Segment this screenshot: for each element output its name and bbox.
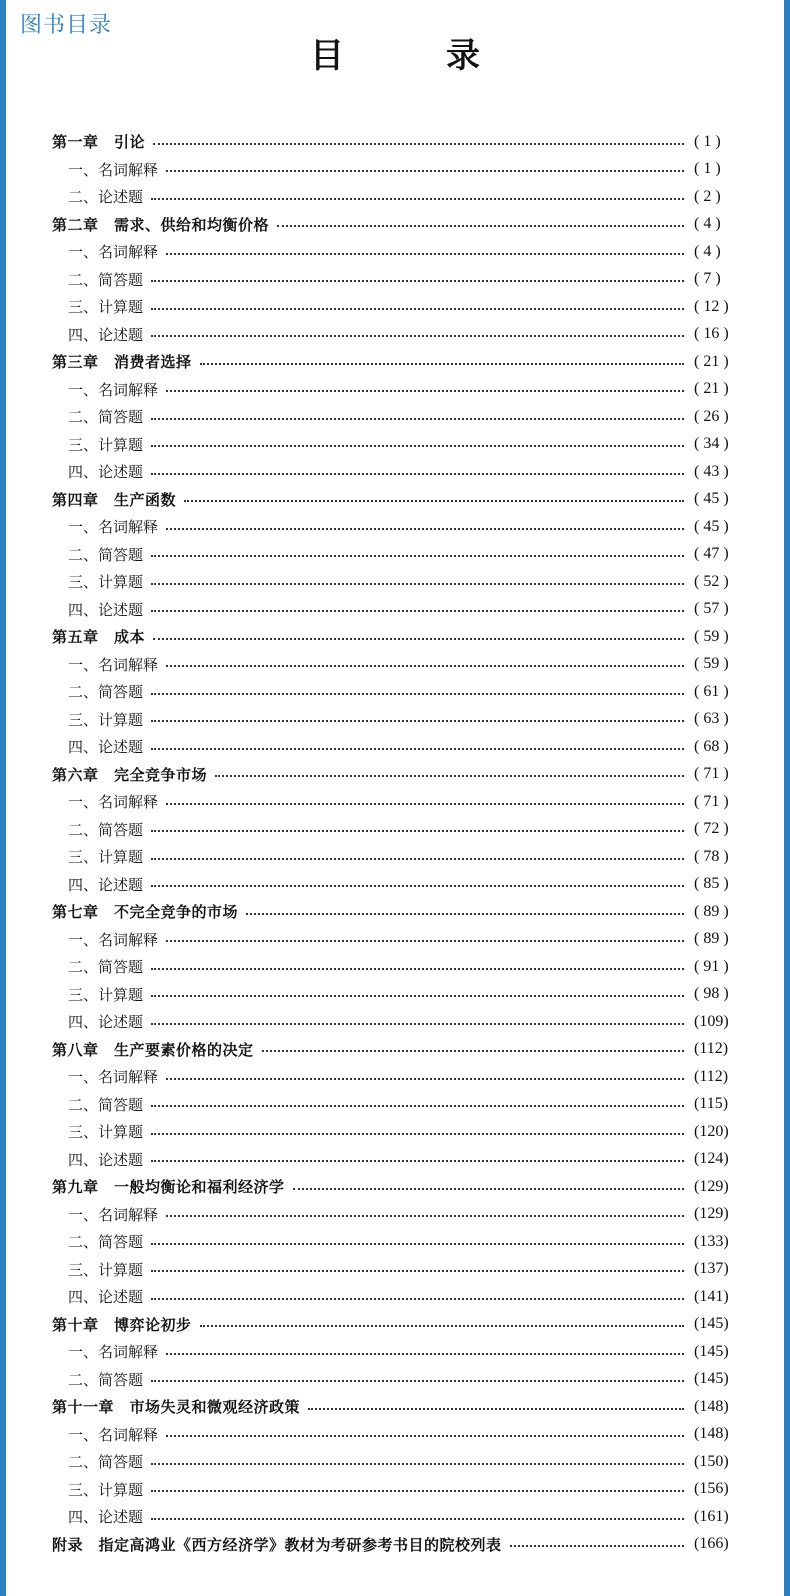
dot-leader xyxy=(151,748,684,750)
dot-leader xyxy=(166,253,684,255)
toc-entry-title: 一、名词解释 xyxy=(68,1068,159,1087)
toc-section-row[interactable] xyxy=(52,678,742,706)
section-tag: 图书目录 xyxy=(20,13,113,38)
toc-page-number: ( 89 ) xyxy=(694,930,729,948)
dot-leader xyxy=(151,693,684,695)
dot-leader xyxy=(262,1050,684,1052)
dot-leader xyxy=(246,913,684,915)
toc-entry-title: 第六章 完全竞争市场 xyxy=(52,765,208,784)
toc-entry-title: 二、简答题 xyxy=(68,1453,144,1472)
toc-page-number: (129) xyxy=(694,1205,729,1223)
dot-leader xyxy=(151,610,684,612)
dot-leader xyxy=(151,858,684,860)
dot-leader xyxy=(151,445,684,447)
toc-chapter-row[interactable] xyxy=(52,1393,742,1421)
toc-section-row[interactable] xyxy=(52,293,742,321)
toc-entry-title: 三、计算题 xyxy=(68,710,144,729)
toc-section-row[interactable] xyxy=(52,1228,742,1256)
toc-section-row[interactable] xyxy=(52,1063,742,1091)
toc-section-row[interactable] xyxy=(52,458,742,486)
toc-page-number: (129) xyxy=(694,1177,729,1195)
toc-page-number: ( 61 ) xyxy=(694,682,729,700)
toc-entry-title: 第五章 成本 xyxy=(52,628,146,647)
toc-page-number: (112) xyxy=(694,1040,729,1058)
toc-entry-title: 四、论述题 xyxy=(68,1013,144,1032)
dot-leader xyxy=(153,638,684,640)
toc-chapter-row[interactable] xyxy=(52,1036,742,1064)
dot-leader xyxy=(151,968,684,970)
dot-leader xyxy=(151,583,684,585)
dot-leader xyxy=(166,1353,684,1355)
toc-page-number: (141) xyxy=(694,1287,729,1305)
toc-section-row[interactable] xyxy=(52,1283,742,1311)
toc-entry-title: 二、简答题 xyxy=(68,1370,144,1389)
toc-page-number: (112) xyxy=(694,1067,729,1085)
dot-leader xyxy=(166,1078,684,1080)
toc-section-row[interactable] xyxy=(52,706,742,734)
toc-page-number: ( 98 ) xyxy=(694,985,729,1003)
dot-leader xyxy=(166,940,684,942)
dot-leader xyxy=(166,170,684,172)
toc-section-row[interactable] xyxy=(52,953,742,981)
toc-page-number: ( 57 ) xyxy=(694,600,729,618)
toc-page-number: (145) xyxy=(694,1370,729,1388)
toc-section-row[interactable] xyxy=(52,1008,742,1036)
toc-section-row[interactable] xyxy=(52,403,742,431)
toc-entry-title: 第四章 生产函数 xyxy=(52,490,177,509)
toc-page-number: (137) xyxy=(694,1260,729,1278)
toc-entry-title: 二、论述题 xyxy=(68,188,144,207)
toc-page-number: (109) xyxy=(694,1012,729,1030)
toc-section-row[interactable] xyxy=(52,568,742,596)
dot-leader xyxy=(293,1188,684,1190)
toc-section-row[interactable] xyxy=(52,1448,742,1476)
toc-page-number: ( 47 ) xyxy=(694,545,729,563)
toc-entry-title: 三、计算题 xyxy=(68,1123,144,1142)
toc-chapter-row[interactable] xyxy=(52,761,742,789)
toc-page-number: (124) xyxy=(694,1150,729,1168)
toc-entry-title: 三、计算题 xyxy=(68,573,144,592)
toc-page-number: (161) xyxy=(694,1507,729,1525)
dot-leader xyxy=(151,280,684,282)
dot-leader xyxy=(184,500,684,502)
toc-entry-title: 三、计算题 xyxy=(68,1480,144,1499)
dot-leader xyxy=(166,528,684,530)
toc-section-row[interactable] xyxy=(52,651,742,679)
toc-section-row[interactable] xyxy=(52,1256,742,1284)
dot-leader xyxy=(153,143,684,145)
dot-leader xyxy=(151,995,684,997)
toc-section-row[interactable] xyxy=(52,871,742,899)
toc-section-row[interactable] xyxy=(52,183,742,211)
toc-chapter-row[interactable] xyxy=(52,348,742,376)
dot-leader xyxy=(151,1023,684,1025)
toc-page-number: (120) xyxy=(694,1122,729,1140)
toc-chapter-row[interactable] xyxy=(52,486,742,514)
toc-page-number: ( 21 ) xyxy=(694,380,729,398)
toc-section-row[interactable] xyxy=(52,1421,742,1449)
dot-leader xyxy=(151,198,684,200)
toc-section-row[interactable] xyxy=(52,1091,742,1119)
toc-entry-title: 三、计算题 xyxy=(68,848,144,867)
toc-page-number: ( 4 ) xyxy=(694,242,721,260)
dot-leader xyxy=(151,1270,684,1272)
toc-page-number: ( 21 ) xyxy=(694,352,729,370)
toc-page-number: (148) xyxy=(694,1397,729,1415)
toc-entry-title: 一、名词解释 xyxy=(68,518,159,537)
toc-page-number: ( 91 ) xyxy=(694,957,729,975)
toc-section-row[interactable] xyxy=(52,843,742,871)
toc-section-row[interactable] xyxy=(52,981,742,1009)
toc-page-number: ( 1 ) xyxy=(694,160,721,178)
toc-page-number: ( 85 ) xyxy=(694,875,729,893)
toc-entry-title: 第十一章 市场失灵和微观经济政策 xyxy=(52,1398,301,1417)
toc-entry-title: 一、名词解释 xyxy=(68,655,159,674)
dot-leader xyxy=(151,1490,684,1492)
toc-section-row[interactable] xyxy=(52,156,742,184)
dot-leader xyxy=(151,1133,684,1135)
toc-page-number: (145) xyxy=(694,1315,729,1333)
toc-entry-title: 三、计算题 xyxy=(68,985,144,1004)
toc-entry-title: 第二章 需求、供给和均衡价格 xyxy=(52,215,270,234)
dot-leader xyxy=(200,1325,684,1327)
toc-entry-title: 第十章 博弈论初步 xyxy=(52,1315,192,1334)
toc-page-number: ( 45 ) xyxy=(694,490,729,508)
toc-page-number: ( 68 ) xyxy=(694,737,729,755)
toc-page-number: ( 52 ) xyxy=(694,572,729,590)
toc-section-row[interactable] xyxy=(52,376,742,404)
toc-section-row[interactable] xyxy=(52,1118,742,1146)
toc-chapter-row[interactable] xyxy=(52,623,742,651)
toc-entry-title: 二、简答题 xyxy=(68,820,144,839)
dot-leader xyxy=(151,885,684,887)
toc-entry-title: 四、论述题 xyxy=(68,1508,144,1527)
toc-entry-title: 四、论述题 xyxy=(68,738,144,757)
toc-page-number: ( 2 ) xyxy=(694,187,721,205)
toc-chapter-row[interactable] xyxy=(52,211,742,239)
toc-entry-title: 二、简答题 xyxy=(68,1233,144,1252)
dot-leader xyxy=(166,1215,684,1217)
toc-page-number: ( 71 ) xyxy=(694,792,729,810)
toc-section-row[interactable] xyxy=(52,238,742,266)
dot-leader xyxy=(151,418,684,420)
toc-page-number: ( 59 ) xyxy=(694,655,729,673)
toc-section-row[interactable] xyxy=(52,1476,742,1504)
toc-entry-title: 二、简答题 xyxy=(68,270,144,289)
toc-section-row[interactable] xyxy=(52,266,742,294)
toc-page-number: ( 71 ) xyxy=(694,765,729,783)
toc-entry-title: 二、简答题 xyxy=(68,545,144,564)
toc-entry-title: 第八章 生产要素价格的决定 xyxy=(52,1040,254,1059)
toc-entry-title: 四、论述题 xyxy=(68,600,144,619)
toc-entry-title: 一、名词解释 xyxy=(68,160,159,179)
toc-section-row[interactable] xyxy=(52,431,742,459)
toc-entry-title: 四、论述题 xyxy=(68,1150,144,1169)
dot-leader xyxy=(510,1545,684,1547)
toc-page-number: ( 16 ) xyxy=(694,325,729,343)
toc-page-number: ( 34 ) xyxy=(694,435,729,453)
toc-page-number: ( 1 ) xyxy=(694,132,721,150)
toc-page-number: ( 26 ) xyxy=(694,407,729,425)
dot-leader xyxy=(166,1435,684,1437)
toc-page-number: ( 12 ) xyxy=(694,297,729,315)
toc-section-row[interactable] xyxy=(52,926,742,954)
toc-entry-title: 二、简答题 xyxy=(68,958,144,977)
toc-entry-title: 四、论述题 xyxy=(68,875,144,894)
toc-section-row[interactable] xyxy=(52,1146,742,1174)
dot-leader xyxy=(151,1160,684,1162)
dot-leader xyxy=(166,803,684,805)
dot-leader xyxy=(200,363,684,365)
toc-entry-title: 一、名词解释 xyxy=(68,1425,159,1444)
toc-entry-title: 一、名词解释 xyxy=(68,793,159,812)
toc-page-number: (166) xyxy=(694,1535,729,1553)
toc-page-number: ( 78 ) xyxy=(694,847,729,865)
toc-entry-title: 第三章 消费者选择 xyxy=(52,353,192,372)
toc-entry-title: 三、计算题 xyxy=(68,1260,144,1279)
dot-leader xyxy=(151,1105,684,1107)
toc-chapter-row[interactable] xyxy=(52,898,742,926)
toc-chapter-row[interactable] xyxy=(52,1311,742,1339)
dot-leader xyxy=(277,225,684,227)
toc-entry-title: 一、名词解释 xyxy=(68,243,159,262)
toc-entry-title: 一、名词解释 xyxy=(68,930,159,949)
toc-entry-title: 四、论述题 xyxy=(68,1288,144,1307)
toc-section-row[interactable] xyxy=(52,1338,742,1366)
page-title: 目 录 xyxy=(310,36,514,76)
dot-leader xyxy=(166,665,684,667)
dot-leader xyxy=(308,1408,684,1410)
toc-entry-title: 第九章 一般均衡论和福利经济学 xyxy=(52,1178,285,1197)
toc-entry-title: 二、简答题 xyxy=(68,408,144,427)
dot-leader xyxy=(166,390,684,392)
dot-leader xyxy=(151,830,684,832)
toc-entry-title: 一、名词解释 xyxy=(68,1205,159,1224)
toc-section-row[interactable] xyxy=(52,816,742,844)
toc-section-row[interactable] xyxy=(52,733,742,761)
toc-section-row[interactable] xyxy=(52,541,742,569)
toc-page-number: ( 59 ) xyxy=(694,627,729,645)
dot-leader xyxy=(151,1298,684,1300)
toc-chapter-row[interactable] xyxy=(52,1531,742,1559)
toc-entry-title: 三、计算题 xyxy=(68,298,144,317)
toc-section-row[interactable] xyxy=(52,1503,742,1531)
dot-leader xyxy=(151,1380,684,1382)
dot-leader xyxy=(151,555,684,557)
toc-section-row[interactable] xyxy=(52,788,742,816)
toc-page-number: (148) xyxy=(694,1425,729,1443)
dot-leader xyxy=(151,1463,684,1465)
toc-page-number: ( 4 ) xyxy=(694,215,721,233)
toc-entry-title: 二、简答题 xyxy=(68,1095,144,1114)
toc-section-row[interactable] xyxy=(52,1201,742,1229)
toc-entry-title: 第一章 引论 xyxy=(52,133,146,152)
toc-page-number: ( 63 ) xyxy=(694,710,729,728)
toc-chapter-row[interactable] xyxy=(52,1173,742,1201)
toc-entry-title: 四、论述题 xyxy=(68,325,144,344)
toc-page-number: ( 72 ) xyxy=(694,820,729,838)
toc-page-number: ( 89 ) xyxy=(694,902,729,920)
toc-section-row[interactable] xyxy=(52,513,742,541)
toc-page-number: (145) xyxy=(694,1342,729,1360)
toc-section-row[interactable] xyxy=(52,321,742,349)
toc-section-row[interactable] xyxy=(52,1366,742,1394)
dot-leader xyxy=(215,775,684,777)
toc-page-number: (133) xyxy=(694,1232,729,1250)
toc-entry-title: 二、简答题 xyxy=(68,683,144,702)
toc-page-number: (150) xyxy=(694,1452,729,1470)
toc-page-number: (156) xyxy=(694,1480,729,1498)
dot-leader xyxy=(151,1243,684,1245)
dot-leader xyxy=(151,473,684,475)
toc-entry-title: 第七章 不完全竞争的市场 xyxy=(52,903,239,922)
toc-page-number: ( 45 ) xyxy=(694,517,729,535)
toc-entry-title: 附录 指定高鸿业《西方经济学》教材为考研参考书目的院校列表 xyxy=(52,1535,502,1554)
dot-leader xyxy=(151,1518,684,1520)
toc-entry-title: 三、计算题 xyxy=(68,435,144,454)
dot-leader xyxy=(151,720,684,722)
toc-chapter-row[interactable] xyxy=(52,128,742,156)
toc-entry-title: 一、名词解释 xyxy=(68,1343,159,1362)
dot-leader xyxy=(151,308,684,310)
toc-page-number: ( 7 ) xyxy=(694,270,721,288)
toc-page-number: ( 43 ) xyxy=(694,462,729,480)
table-of-contents xyxy=(52,128,742,1558)
dot-leader xyxy=(151,335,684,337)
toc-entry-title: 一、名词解释 xyxy=(68,380,159,399)
toc-page-number: (115) xyxy=(694,1095,729,1113)
toc-section-row[interactable] xyxy=(52,596,742,624)
toc-entry-title: 四、论述题 xyxy=(68,463,144,482)
